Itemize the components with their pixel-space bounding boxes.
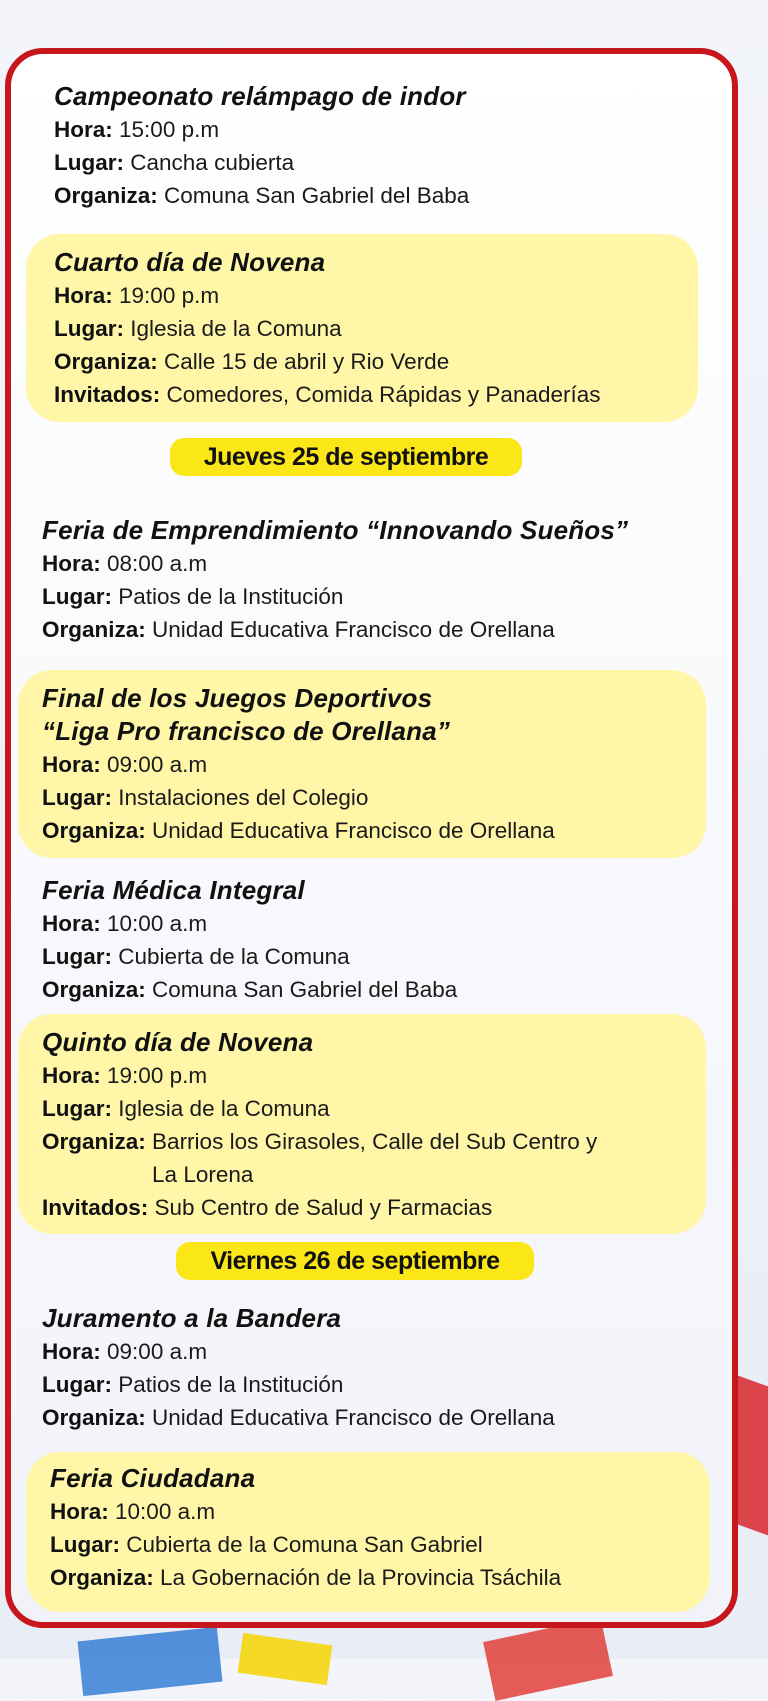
event-lugar: Lugar: Iglesia de la Comuna	[54, 316, 342, 341]
event-lugar: Lugar: Cubierta de la Comuna San Gabriel	[50, 1532, 483, 1557]
event-hora: Hora: 10:00 a.m	[50, 1499, 216, 1524]
event-lugar: Lugar: Cancha cubierta	[54, 150, 295, 175]
event-hora: Hora: 19:00 p.m	[54, 283, 220, 308]
event-feria-medica	[42, 874, 702, 1006]
event-organiza: Organiza: Comuna San Gabriel del Baba	[42, 977, 458, 1002]
event-cuarto-dia-novena	[26, 234, 698, 422]
event-organiza: Organiza: Unidad Educativa Francisco de Orellana	[42, 818, 555, 843]
event-hora: Hora: 19:00 p.m	[42, 1063, 208, 1088]
event-hora: Hora: 08:00 a.m	[42, 551, 208, 576]
event-organiza: Organiza: La Gobernación de la Provincia Tsáchila	[50, 1565, 562, 1590]
event-organiza: Organiza: Unidad Educativa Francisco de Orellana	[42, 617, 555, 642]
event-campeonato	[54, 80, 714, 212]
event-feria-ciudadana	[26, 1452, 710, 1612]
event-quinto-dia-novena	[18, 1014, 706, 1234]
event-feria-emprendimiento	[42, 514, 732, 646]
event-organiza: Organiza: Calle 15 de abril y Rio Verde	[54, 349, 450, 374]
event-lugar: Lugar: Iglesia de la Comuna	[42, 1096, 330, 1121]
event-hora: Hora: 15:00 p.m	[54, 117, 220, 142]
event-juramento-bandera	[42, 1302, 702, 1434]
date-badge-friday: Viernes 26 de septiembre	[176, 1242, 534, 1280]
event-hora: Hora: 09:00 a.m	[42, 752, 208, 777]
decorative-yellow-shape	[238, 1633, 333, 1685]
event-title: Final de los Juegos Deportivos	[42, 683, 433, 713]
event-title: Feria Médica Integral	[42, 875, 305, 905]
event-hora: Hora: 09:00 a.m	[42, 1339, 208, 1364]
event-title-line2: “Liga Pro francisco de Orellana”	[42, 716, 451, 746]
event-lugar: Lugar: Instalaciones del Colegio	[42, 785, 369, 810]
date-badge-thursday: Jueves 25 de septiembre	[170, 438, 522, 476]
event-title: Feria Ciudadana	[50, 1463, 256, 1493]
event-title: Juramento a la Bandera	[42, 1303, 342, 1333]
event-title: Cuarto día de Novena	[54, 247, 326, 277]
event-hora: Hora: 10:00 a.m	[42, 911, 208, 936]
decorative-blue-shape	[78, 1627, 223, 1696]
event-organiza: Organiza: Barrios los Girasoles, Calle del Sub Centro y La Lorena	[42, 1129, 598, 1187]
event-title: Campeonato relámpago de indor	[54, 81, 466, 111]
event-lugar: Lugar: Patios de la Institución	[42, 1372, 344, 1397]
event-title: Quinto día de Novena	[42, 1027, 314, 1057]
event-title: Feria de Emprendimiento “Innovando Sueños”	[42, 515, 629, 545]
event-lugar: Lugar: Cubierta de la Comuna	[42, 944, 350, 969]
event-organiza: Organiza: Comuna San Gabriel del Baba	[54, 183, 470, 208]
event-final-juegos-deportivos	[18, 670, 706, 858]
event-invitados: Invitados: Sub Centro de Salud y Farmacias	[42, 1195, 493, 1220]
event-invitados: Invitados: Comedores, Comida Rápidas y Panaderías	[54, 382, 601, 407]
event-organiza: Organiza: Unidad Educativa Francisco de Orellana	[42, 1405, 555, 1430]
decorative-red-shape	[483, 1617, 613, 1701]
event-lugar: Lugar: Patios de la Institución	[42, 584, 344, 609]
